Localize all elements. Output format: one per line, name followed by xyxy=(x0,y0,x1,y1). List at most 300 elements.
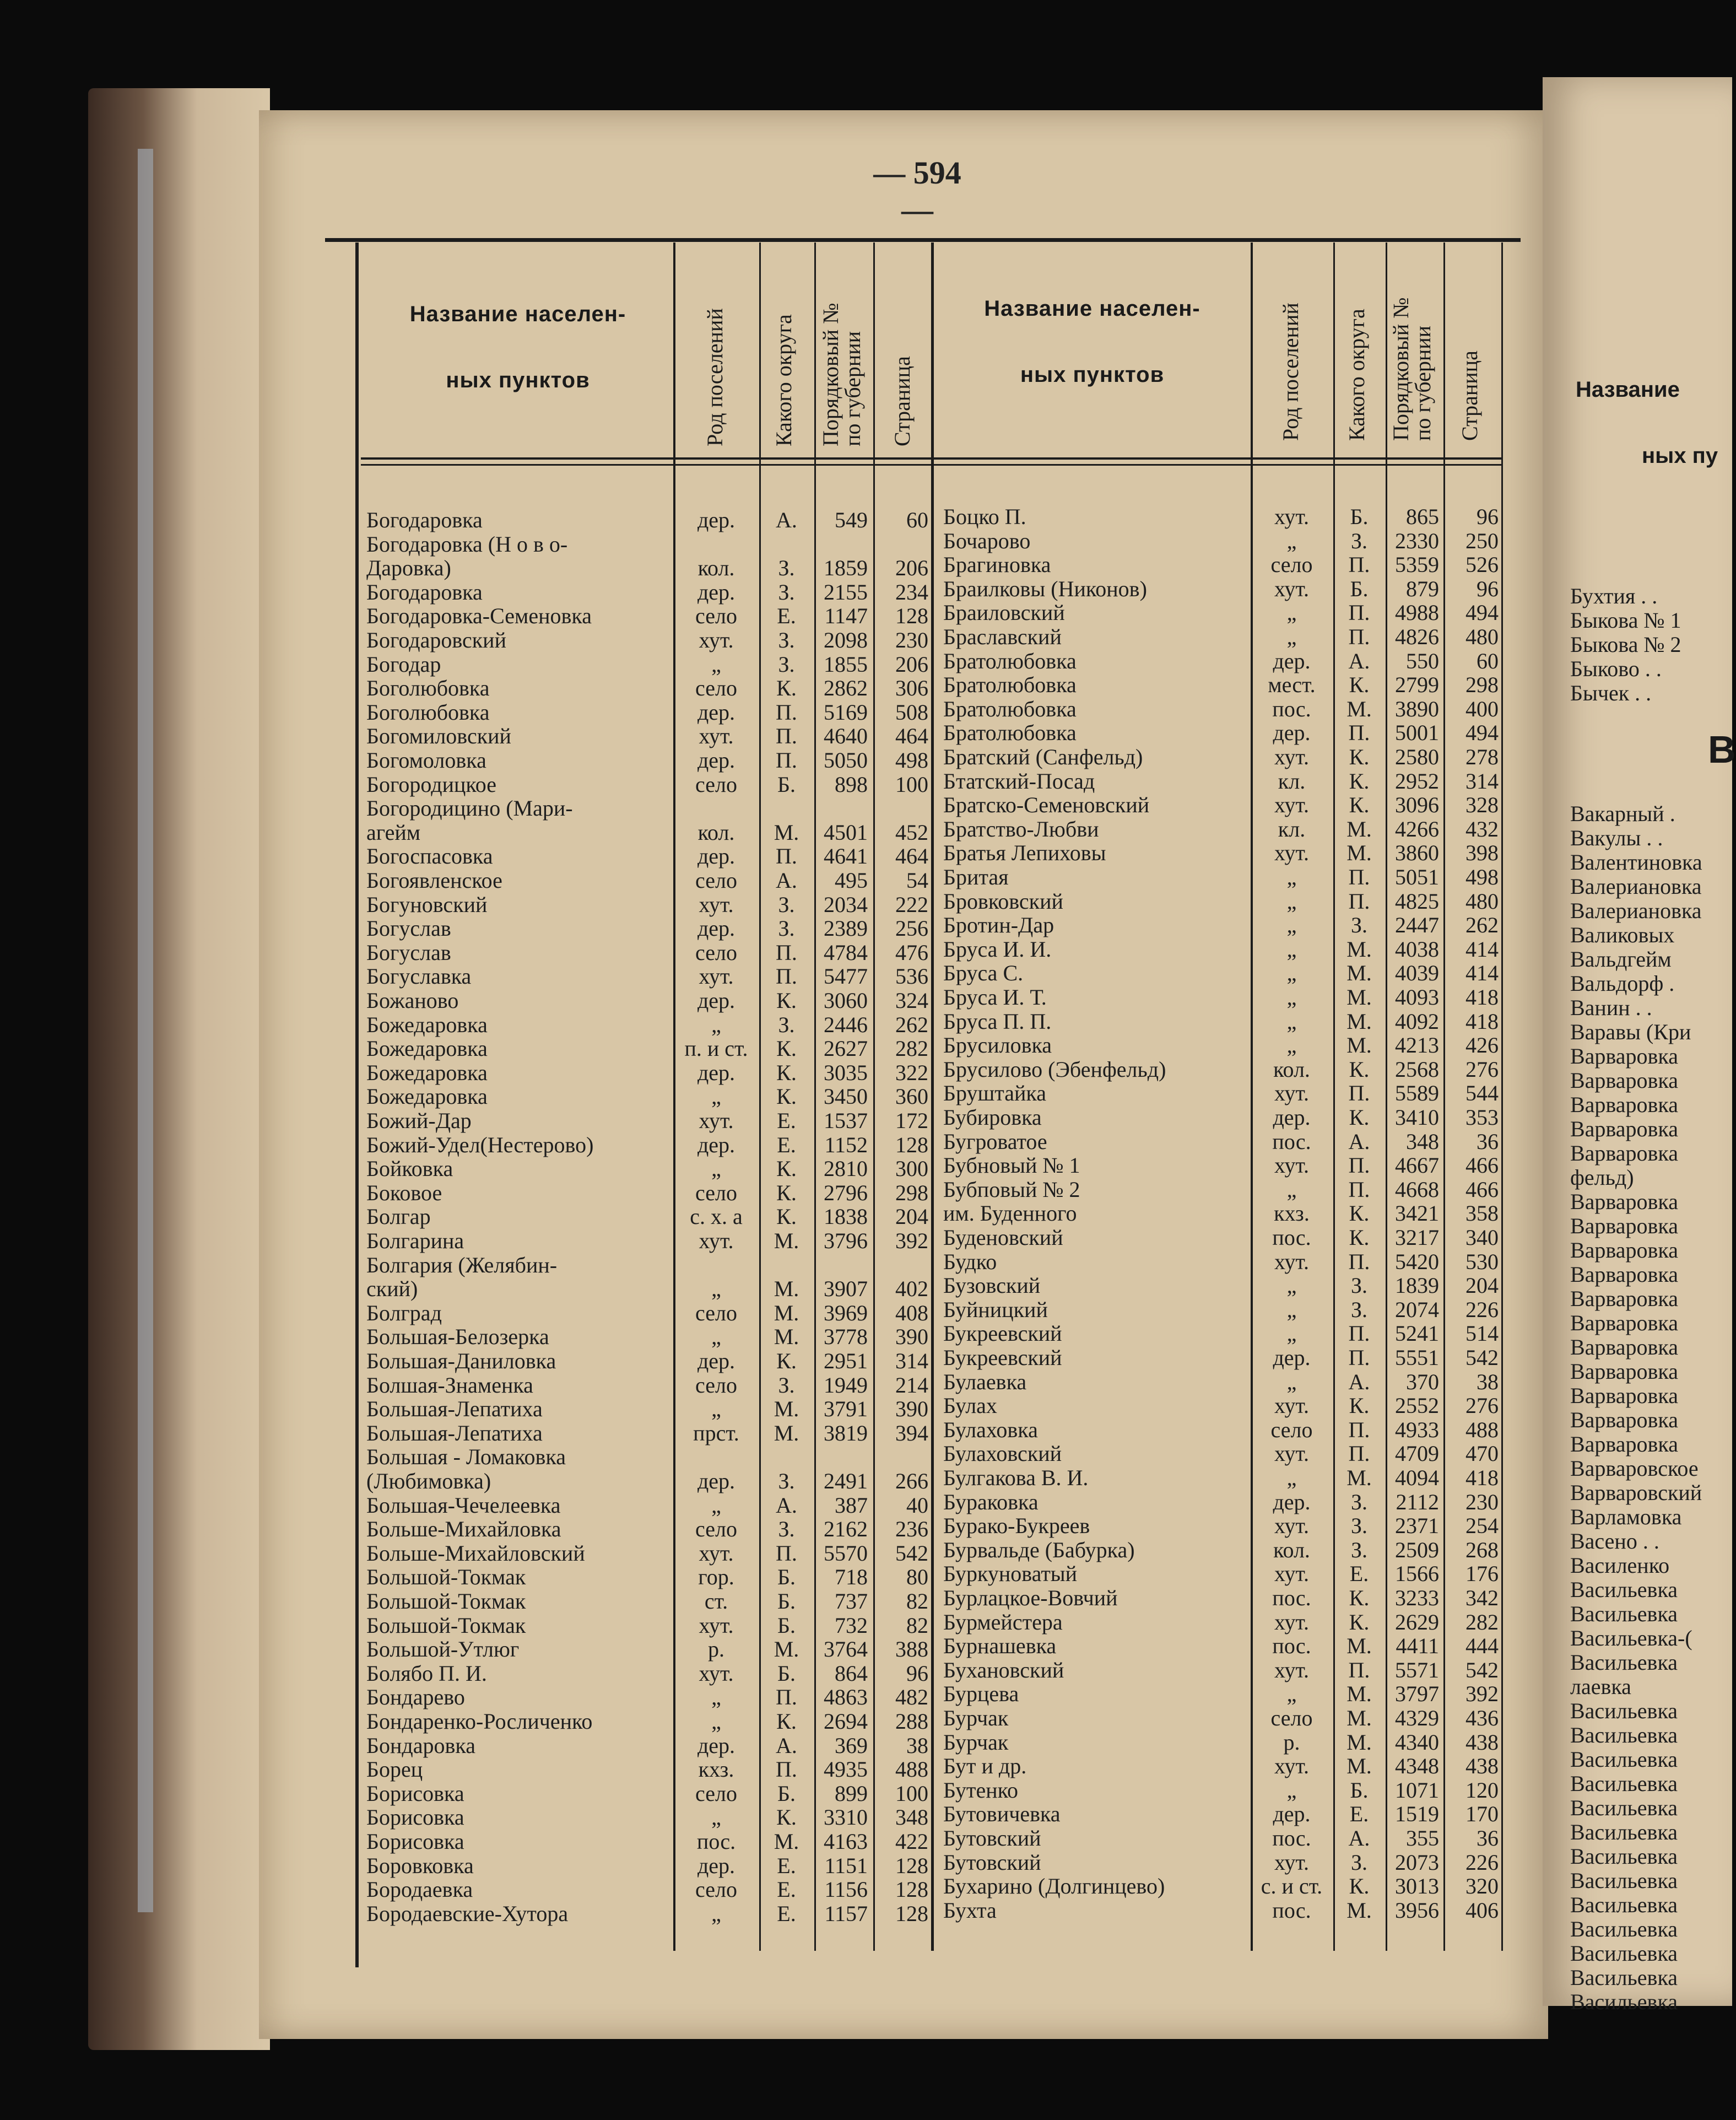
page-ref: 100 xyxy=(895,772,928,797)
okrug-code: П. xyxy=(1348,720,1370,746)
settlement-type: хут. xyxy=(1274,1561,1309,1587)
settlement-type: хут. xyxy=(699,1228,734,1253)
settlement-type: село xyxy=(695,603,737,629)
serial-number: 737 xyxy=(835,1589,868,1614)
table-row xyxy=(366,724,931,748)
serial-number: 370 xyxy=(1406,1369,1439,1394)
settlement-type: „ xyxy=(711,1805,721,1830)
serial-number: 3969 xyxy=(824,1300,868,1325)
settlement-type: мест. xyxy=(1268,672,1316,698)
serial-number: 3860 xyxy=(1395,840,1439,866)
place-name: Большая-Лепатиха xyxy=(366,1420,543,1445)
settlement-type: дер. xyxy=(697,1733,735,1758)
place-name: Богородицино (Мари- xyxy=(366,796,573,821)
table-row xyxy=(943,769,1500,794)
table-row xyxy=(943,1081,1500,1105)
place-name: Бочарово xyxy=(943,528,1031,553)
page-ref: 542 xyxy=(1465,1345,1499,1370)
table-row xyxy=(366,989,931,1013)
table-row xyxy=(366,1085,931,1109)
place-name: Булах xyxy=(943,1393,997,1418)
left-header-okrug: Какого округа xyxy=(771,314,796,446)
okrug-code: Б. xyxy=(777,1612,796,1638)
okrug-code: К. xyxy=(1349,1609,1370,1634)
table-row xyxy=(943,1658,1500,1682)
settlement-type: кл. xyxy=(1278,816,1306,841)
list-item: Васильевка xyxy=(1570,1601,1678,1626)
okrug-code: К. xyxy=(776,1805,797,1830)
list-item: Вальдорф . xyxy=(1570,971,1675,996)
list-item: Васильевка xyxy=(1570,1868,1678,1893)
table-row xyxy=(366,964,931,989)
settlement-type: дер. xyxy=(697,508,735,532)
okrug-code: П. xyxy=(1348,1081,1370,1106)
page-ref: 314 xyxy=(1465,768,1499,794)
table-row xyxy=(943,505,1500,529)
settlement-type: „ xyxy=(1286,528,1297,553)
settlement-type: кхз. xyxy=(698,1757,734,1782)
table-row xyxy=(943,985,1500,1010)
serial-number: 1152 xyxy=(824,1132,868,1157)
place-name: Бойковка xyxy=(366,1156,453,1182)
settlement-type: пос. xyxy=(1272,1225,1311,1250)
list-item: Васильевка xyxy=(1570,1820,1678,1844)
serial-number: 864 xyxy=(835,1660,868,1686)
page-ref: 230 xyxy=(895,628,928,652)
okrug-code: А. xyxy=(1348,1369,1370,1394)
list-item: Варваровка xyxy=(1570,1359,1679,1384)
serial-number: 3096 xyxy=(1395,792,1439,818)
serial-number: 5169 xyxy=(824,699,868,725)
okrug-code: П. xyxy=(1348,1657,1370,1682)
page-ref: 466 xyxy=(1465,1153,1499,1178)
settlement-type: село xyxy=(695,868,737,893)
serial-number: 2796 xyxy=(824,1180,868,1205)
place-name: Бородаевка xyxy=(366,1877,473,1902)
settlement-type: пос. xyxy=(1272,1633,1311,1659)
page-ref: 170 xyxy=(1465,1801,1499,1827)
right-page-header-line1: Название xyxy=(1576,377,1680,402)
place-name: Бугроватое xyxy=(943,1129,1047,1154)
serial-number: 3310 xyxy=(824,1805,868,1830)
serial-number: 879 xyxy=(1406,576,1439,601)
mid-header-number-line1: Порядковый № xyxy=(1388,297,1413,441)
serial-number: 4266 xyxy=(1395,816,1439,841)
list-item: Варваровка xyxy=(1570,1092,1679,1117)
okrug-code: З. xyxy=(778,555,795,581)
settlement-type: кол. xyxy=(1273,1056,1310,1082)
list-item: Васильевка xyxy=(1570,1577,1678,1602)
okrug-code: Е. xyxy=(1349,1801,1369,1827)
okrug-code: А. xyxy=(1348,1826,1370,1851)
settlement-type: хут. xyxy=(699,1660,734,1686)
left-header-type: Род поселений xyxy=(702,308,727,446)
settlement-type: „ xyxy=(711,1492,721,1518)
place-name: Буркуноватый xyxy=(943,1561,1078,1587)
serial-number: 2799 xyxy=(1395,672,1439,698)
table-row xyxy=(366,508,931,532)
okrug-code: З. xyxy=(778,651,795,677)
settlement-type: дер. xyxy=(697,748,735,773)
settlement-type: пос. xyxy=(1272,1129,1311,1154)
table-row xyxy=(366,821,931,845)
page-ref: 60 xyxy=(906,508,928,532)
table-row xyxy=(366,1109,931,1133)
col-rule-right xyxy=(1501,242,1503,1951)
settlement-type: дер. xyxy=(697,916,735,941)
page-ref: 406 xyxy=(1465,1897,1499,1923)
place-name: Братолюбовка xyxy=(943,696,1077,721)
serial-number: 5551 xyxy=(1395,1345,1439,1370)
page-ref: 530 xyxy=(1465,1249,1499,1274)
page-ref: 320 xyxy=(1465,1874,1499,1899)
serial-number: 4038 xyxy=(1395,936,1439,962)
okrug-code: К. xyxy=(776,1180,797,1205)
serial-number: 5477 xyxy=(824,964,868,989)
page-ref: 408 xyxy=(895,1300,928,1325)
okrug-code: М. xyxy=(774,1829,799,1854)
table-row xyxy=(943,1586,1500,1610)
table-row xyxy=(366,1902,931,1926)
settlement-type: дер. xyxy=(697,1853,735,1878)
okrug-code: П. xyxy=(1348,600,1370,625)
page-ref: 54 xyxy=(906,868,928,893)
list-item: Варваровка xyxy=(1570,1044,1679,1069)
place-name: Брусилово (Эбенфельд) xyxy=(943,1056,1166,1082)
page-ref: 542 xyxy=(895,1540,928,1566)
page-ref: 82 xyxy=(906,1589,928,1614)
place-name: Большой-Токмак xyxy=(366,1565,526,1590)
place-name: Бородаевские-Хутора xyxy=(366,1901,569,1926)
list-item: Васильевка xyxy=(1570,1917,1678,1941)
settlement-type: хут. xyxy=(699,628,734,652)
serial-number: 2034 xyxy=(824,892,868,917)
table-row xyxy=(366,1133,931,1157)
serial-number: 718 xyxy=(835,1565,868,1590)
page-ref: 438 xyxy=(1465,1729,1499,1755)
place-name: Булаховка xyxy=(943,1417,1038,1442)
place-name: Болгария (Желябин- xyxy=(366,1252,558,1277)
okrug-code: З. xyxy=(778,1012,795,1037)
list-item: Васильевка xyxy=(1570,1795,1678,1820)
place-name: Богодаровка xyxy=(366,579,483,605)
page-ref: 226 xyxy=(1465,1297,1499,1322)
place-name: Боголюбовка xyxy=(366,699,490,725)
list-item: Варваровское xyxy=(1570,1456,1699,1481)
settlement-type: р. xyxy=(708,1637,724,1662)
okrug-code: М. xyxy=(1346,696,1372,721)
settlement-type: „ xyxy=(1286,1008,1297,1034)
table-row xyxy=(366,700,931,725)
okrug-code: З. xyxy=(1350,1489,1368,1514)
place-name: Братья Лепиховы xyxy=(943,840,1106,866)
page-ref: 508 xyxy=(895,699,928,725)
page-ref: 268 xyxy=(1465,1537,1499,1562)
table-row xyxy=(366,1662,931,1686)
settlement-type: село xyxy=(695,772,737,797)
page-ref: 360 xyxy=(895,1084,928,1109)
place-name: Бурлацкое-Вовчий xyxy=(943,1585,1118,1610)
okrug-code: З. xyxy=(1350,1849,1368,1875)
settlement-type: село xyxy=(1270,1706,1313,1730)
serial-number: 369 xyxy=(835,1733,868,1758)
place-name: Божедаровка xyxy=(366,1036,488,1061)
list-item: лаевка xyxy=(1570,1674,1631,1699)
settlement-type: пос. xyxy=(1272,1585,1311,1610)
list-item: Валиковых xyxy=(1570,923,1675,947)
serial-number: 4988 xyxy=(1395,600,1439,625)
serial-number: 1157 xyxy=(824,1901,868,1926)
page-ref: 236 xyxy=(895,1517,928,1542)
okrug-code: П. xyxy=(1348,1321,1370,1346)
place-name: Браилковы (Никонов) xyxy=(943,576,1147,601)
page-ref: 298 xyxy=(895,1180,928,1205)
list-item: Варваровка xyxy=(1570,1213,1679,1238)
place-name: Богодаровка-Семеновка xyxy=(366,603,592,629)
place-name: Богодаровский xyxy=(366,628,506,652)
okrug-code: З. xyxy=(1350,1513,1368,1539)
list-item: Валентиновка xyxy=(1570,850,1702,875)
place-name: Бтатский-Посад xyxy=(943,768,1095,794)
settlement-type: дер. xyxy=(1273,648,1311,673)
table-row xyxy=(366,1253,931,1277)
okrug-code: А. xyxy=(776,868,797,893)
place-name: Большая-Даниловка xyxy=(366,1348,556,1373)
serial-number: 495 xyxy=(835,868,868,893)
table-row xyxy=(366,1589,931,1614)
place-name: Брусиловка xyxy=(943,1033,1052,1058)
table-row xyxy=(366,1157,931,1181)
okrug-code: Б. xyxy=(777,1589,796,1614)
place-name: Бурнашевка xyxy=(943,1633,1057,1659)
page-ref: 322 xyxy=(895,1060,928,1085)
okrug-code: З. xyxy=(778,1517,795,1542)
settlement-type: хут. xyxy=(699,892,734,917)
settlement-type: село xyxy=(695,940,737,965)
okrug-code: Е. xyxy=(777,1132,796,1157)
table-row xyxy=(943,1033,1500,1058)
table-row xyxy=(366,1013,931,1037)
page-ref: 230 xyxy=(1465,1489,1499,1514)
settlement-type: хут. xyxy=(1274,1153,1309,1178)
place-name: Бруса П. П. xyxy=(943,1008,1052,1034)
okrug-code: М. xyxy=(774,1276,799,1302)
page-ref: 418 xyxy=(1465,1465,1499,1490)
okrug-code: М. xyxy=(1346,1633,1372,1659)
place-name: Булаховский xyxy=(943,1441,1062,1466)
place-name: Большая-Лепатиха xyxy=(366,1396,543,1422)
serial-number: 3013 xyxy=(1395,1874,1439,1899)
table-row xyxy=(366,652,931,677)
table-row xyxy=(366,1493,931,1518)
page-ref: 480 xyxy=(1465,624,1499,649)
settlement-type: кл. xyxy=(1278,768,1306,794)
table-row xyxy=(366,1565,931,1589)
page-ref: 204 xyxy=(895,1204,928,1229)
page-ref: 96 xyxy=(1477,576,1499,601)
serial-number: 2155 xyxy=(824,579,868,605)
page-ref: 438 xyxy=(1465,1754,1499,1779)
settlement-type: „ xyxy=(1286,936,1297,962)
place-name: Брагиновка xyxy=(943,552,1051,578)
serial-number: 4668 xyxy=(1395,1177,1439,1202)
okrug-code: З. xyxy=(1350,1273,1368,1298)
table-row xyxy=(366,1349,931,1373)
place-name: Болгарина xyxy=(366,1228,464,1253)
settlement-type: „ xyxy=(1286,1321,1297,1346)
table-row xyxy=(943,1321,1500,1346)
place-name: Бровковский xyxy=(943,888,1063,914)
serial-number: 3035 xyxy=(824,1060,868,1085)
settlement-type: „ xyxy=(1286,600,1297,625)
okrug-code: К. xyxy=(1349,1393,1370,1418)
okrug-code: К. xyxy=(776,1204,797,1229)
okrug-code: К. xyxy=(776,988,797,1013)
settlement-type: хут. xyxy=(699,1108,734,1133)
serial-number: 2112 xyxy=(1396,1489,1439,1514)
table-row xyxy=(366,844,931,869)
page-ref: 128 xyxy=(895,603,928,629)
place-name: Бутовский xyxy=(943,1849,1041,1875)
place-name: Божий-Дар xyxy=(366,1108,472,1133)
place-name: Бубповый № 2 xyxy=(943,1177,1080,1202)
place-name: Братство-Любви xyxy=(943,816,1099,841)
serial-number: 3797 xyxy=(1395,1681,1439,1707)
table-row xyxy=(366,1373,931,1398)
page-ref: 206 xyxy=(895,651,928,677)
settlement-type: дер. xyxy=(1273,1801,1311,1827)
settlement-type: „ xyxy=(711,1084,721,1109)
place-name: Братско-Семеновский xyxy=(943,792,1150,818)
table-row xyxy=(943,817,1500,841)
page-ref: 464 xyxy=(895,844,928,869)
table-row xyxy=(943,1490,1500,1514)
place-name: Большой-Токмак xyxy=(366,1612,526,1638)
page-ref: 40 xyxy=(906,1492,928,1518)
page-ref: 254 xyxy=(1465,1513,1499,1539)
page-ref: 60 xyxy=(1477,648,1499,673)
settlement-type: „ xyxy=(1286,961,1297,986)
settlement-type: „ xyxy=(711,1276,721,1302)
place-name: Бурцева xyxy=(943,1681,1019,1707)
serial-number: 1147 xyxy=(824,603,868,629)
place-name: Большая - Ломаковка xyxy=(366,1444,566,1470)
page-ref: 234 xyxy=(895,579,928,605)
place-name: Братолюбовка xyxy=(943,720,1077,746)
place-name: Божедаровка xyxy=(366,1012,488,1037)
okrug-code: К. xyxy=(1349,792,1370,818)
okrug-code: Е. xyxy=(1349,1561,1369,1587)
serial-number: 2073 xyxy=(1395,1849,1439,1875)
table-row xyxy=(943,793,1500,817)
okrug-code: Е. xyxy=(777,1901,796,1926)
table-row xyxy=(943,1298,1500,1322)
page-ref: 480 xyxy=(1465,888,1499,914)
serial-number: 387 xyxy=(835,1492,868,1518)
page-ref: 340 xyxy=(1465,1225,1499,1250)
table-row xyxy=(943,1754,1500,1778)
settlement-type: с. х. а xyxy=(690,1204,743,1229)
settlement-type: хут. xyxy=(1274,1513,1309,1539)
list-item: Быкова № 2 xyxy=(1570,632,1681,657)
okrug-code: К. xyxy=(1349,1105,1370,1130)
settlement-type: „ xyxy=(711,1324,721,1350)
place-name: Больше-Михайловка xyxy=(366,1517,561,1542)
table-top-rule xyxy=(325,238,1521,242)
table-row xyxy=(366,1709,931,1734)
table-row xyxy=(943,1274,1500,1298)
okrug-code: З. xyxy=(778,628,795,652)
place-name: Бруса И. И. xyxy=(943,936,1052,962)
serial-number: 4784 xyxy=(824,940,868,965)
table-row xyxy=(943,1442,1500,1466)
table-row xyxy=(943,553,1500,577)
table-row xyxy=(366,916,931,941)
table-row xyxy=(366,1061,931,1085)
page-ref: 444 xyxy=(1465,1633,1499,1659)
place-name: Браиловский xyxy=(943,600,1065,625)
page-ref: 358 xyxy=(1465,1201,1499,1226)
okrug-code: М. xyxy=(1346,936,1372,962)
list-item: Варваровка xyxy=(1570,1068,1679,1093)
place-name: Братский (Санфельд) xyxy=(943,745,1143,769)
serial-number: 1566 xyxy=(1395,1561,1439,1587)
settlement-type: хут. xyxy=(1274,504,1309,529)
okrug-code: З. xyxy=(778,916,795,941)
serial-number: 3791 xyxy=(824,1396,868,1422)
okrug-code: Е. xyxy=(777,1108,796,1133)
table-row xyxy=(943,577,1500,601)
page-ref: 300 xyxy=(895,1156,928,1182)
table-row xyxy=(366,556,931,580)
list-item: Варавы (Кри xyxy=(1570,1019,1691,1044)
settlement-type: село xyxy=(1270,1417,1313,1442)
table-row xyxy=(943,1418,1500,1442)
place-name: Бубировка xyxy=(943,1105,1042,1130)
list-item: Варваровка xyxy=(1570,1286,1679,1311)
settlement-type: хут. xyxy=(699,1540,734,1566)
page-ref: 282 xyxy=(1465,1609,1499,1634)
list-item: Васильевка-( xyxy=(1570,1626,1692,1650)
place-name: Бубновый № 1 xyxy=(943,1153,1080,1178)
place-name: Богуслав xyxy=(366,940,451,965)
table-row xyxy=(366,1445,931,1469)
page-ref: 128 xyxy=(895,1877,928,1902)
page-ref: 298 xyxy=(1465,672,1499,698)
list-item: Васильевка xyxy=(1570,1965,1678,1990)
table-row xyxy=(943,625,1500,649)
settlement-type: „ xyxy=(1286,1297,1297,1322)
settlement-type: гор. xyxy=(698,1565,734,1590)
serial-number: 4709 xyxy=(1395,1441,1439,1466)
settlement-type: „ xyxy=(1286,1273,1297,1298)
serial-number: 3217 xyxy=(1395,1225,1439,1250)
serial-number: 5050 xyxy=(824,748,868,773)
page-number: — 594 — xyxy=(873,155,961,228)
table-row xyxy=(943,937,1500,962)
okrug-code: М. xyxy=(1346,1706,1372,1730)
page-ref: 388 xyxy=(895,1637,928,1662)
page-ref: 394 xyxy=(895,1420,928,1445)
page-ref: 176 xyxy=(1465,1561,1499,1587)
okrug-code: З. xyxy=(1350,1537,1368,1562)
left-header-page: Страница xyxy=(890,356,915,446)
page-ref: 262 xyxy=(1465,913,1499,938)
serial-number: 2629 xyxy=(1395,1609,1439,1634)
page-ref: 426 xyxy=(1465,1033,1499,1058)
table-row xyxy=(366,773,931,797)
okrug-code: К. xyxy=(1349,1056,1370,1082)
